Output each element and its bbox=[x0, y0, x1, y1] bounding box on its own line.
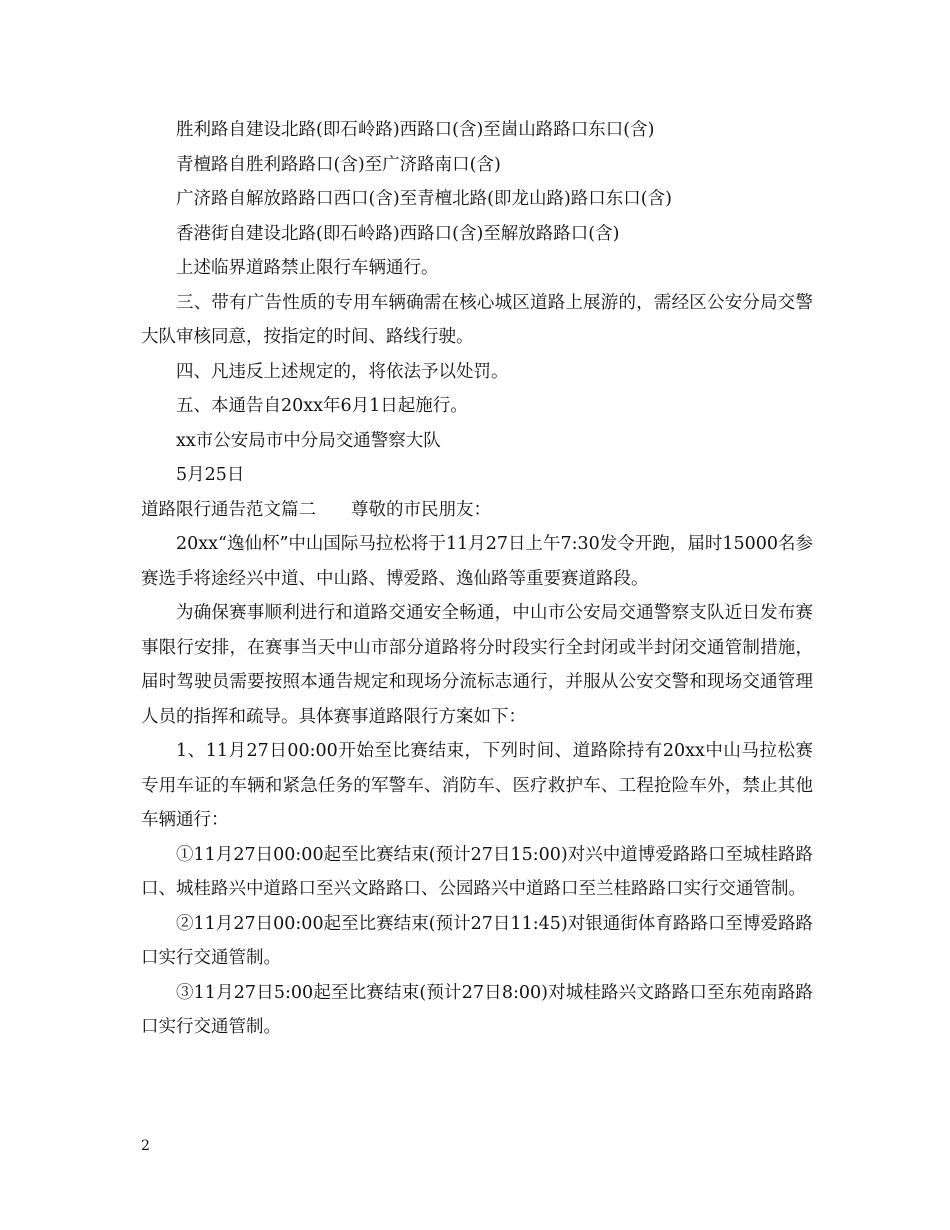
paragraph: 上述临界道路禁止限行车辆通行。 bbox=[176, 258, 439, 278]
paragraph: 20xx“逸仙杯”中山国际马拉松将于11月27日上午7:30发令开跑，届时15000名参赛选手将途经兴中道、中山路、博爱路、逸仙路等重要赛道路段。 bbox=[141, 534, 813, 589]
paragraph: 青檀路自胜利路路口(含)至广济路南口(含) bbox=[176, 154, 501, 175]
signature-date: 5月25日 bbox=[176, 465, 245, 485]
paragraph: 1、11月27日00:00开始至比赛结束，下列时间、道路除持有20xx中山马拉松赛专用车证的车辆和紧急任务的军警车、消防车、医疗救护车、工程抢险车外，禁止其他车辆通行： bbox=[141, 741, 813, 830]
paragraph: 五、本通告自20xx年6月1日起施行。 bbox=[176, 396, 468, 416]
list-item: ①11月27日00:00起至比赛结束(预计27日15:00)对兴中道博爱路路口至城桂路路口、城桂路兴中道路口至兴文路路口、公园路兴中道路口至兰桂路路口实行交通管制。 bbox=[141, 844, 813, 899]
page-number: 2 bbox=[141, 1138, 150, 1154]
paragraph: 香港街自建设北路(即石岭路)西路口(含)至解放路路口(含) bbox=[176, 223, 620, 244]
paragraph: 胜利路自建设北路(即石岭路)西路口(含)至崮山路路口东口(含) bbox=[176, 120, 655, 140]
signature-issuer: xx市公安局市中分局交通警察大队 bbox=[176, 430, 441, 451]
paragraph: 三、带有广告性质的专用车辆确需在核心城区道路上展游的，需经区公安分局交警大队审核同意，按指定的时间、路线行驶。 bbox=[141, 292, 813, 347]
paragraph: 广济路自解放路路口西口(含)至青檀北路(即龙山路)路口东口(含) bbox=[176, 189, 672, 209]
paragraph: 四、凡违反上述规定的，将依法予以处罚。 bbox=[176, 361, 509, 382]
document-body bbox=[141, 113, 813, 1045]
paragraph: 为确保赛事顺利进行和道路交通安全畅通，中山市公安局交通警察支队近日发布赛事限行安排，在赛事当天中山市部分道路将分时段实行全封闭或半封闭交通管制措施，届时驾驶员需要按照本通告规定和现场分流标志通行，并服从公安交警和现场交通管理人员的指挥和疏导。具体赛事道路限行方案如下： bbox=[141, 603, 813, 727]
list-item: ②11月27日00:00起至比赛结束(预计27日11:45)对银通街体育路路口至博爱路路口实行交通管制。 bbox=[141, 913, 813, 968]
section-heading: 道路限行通告范文篇二 尊敬的市民朋友： bbox=[141, 499, 491, 520]
list-item: ③11月27日5:00起至比赛结束(预计27日8:00)对城桂路兴文路路口至东苑南路路口实行交通管制。 bbox=[141, 982, 813, 1037]
